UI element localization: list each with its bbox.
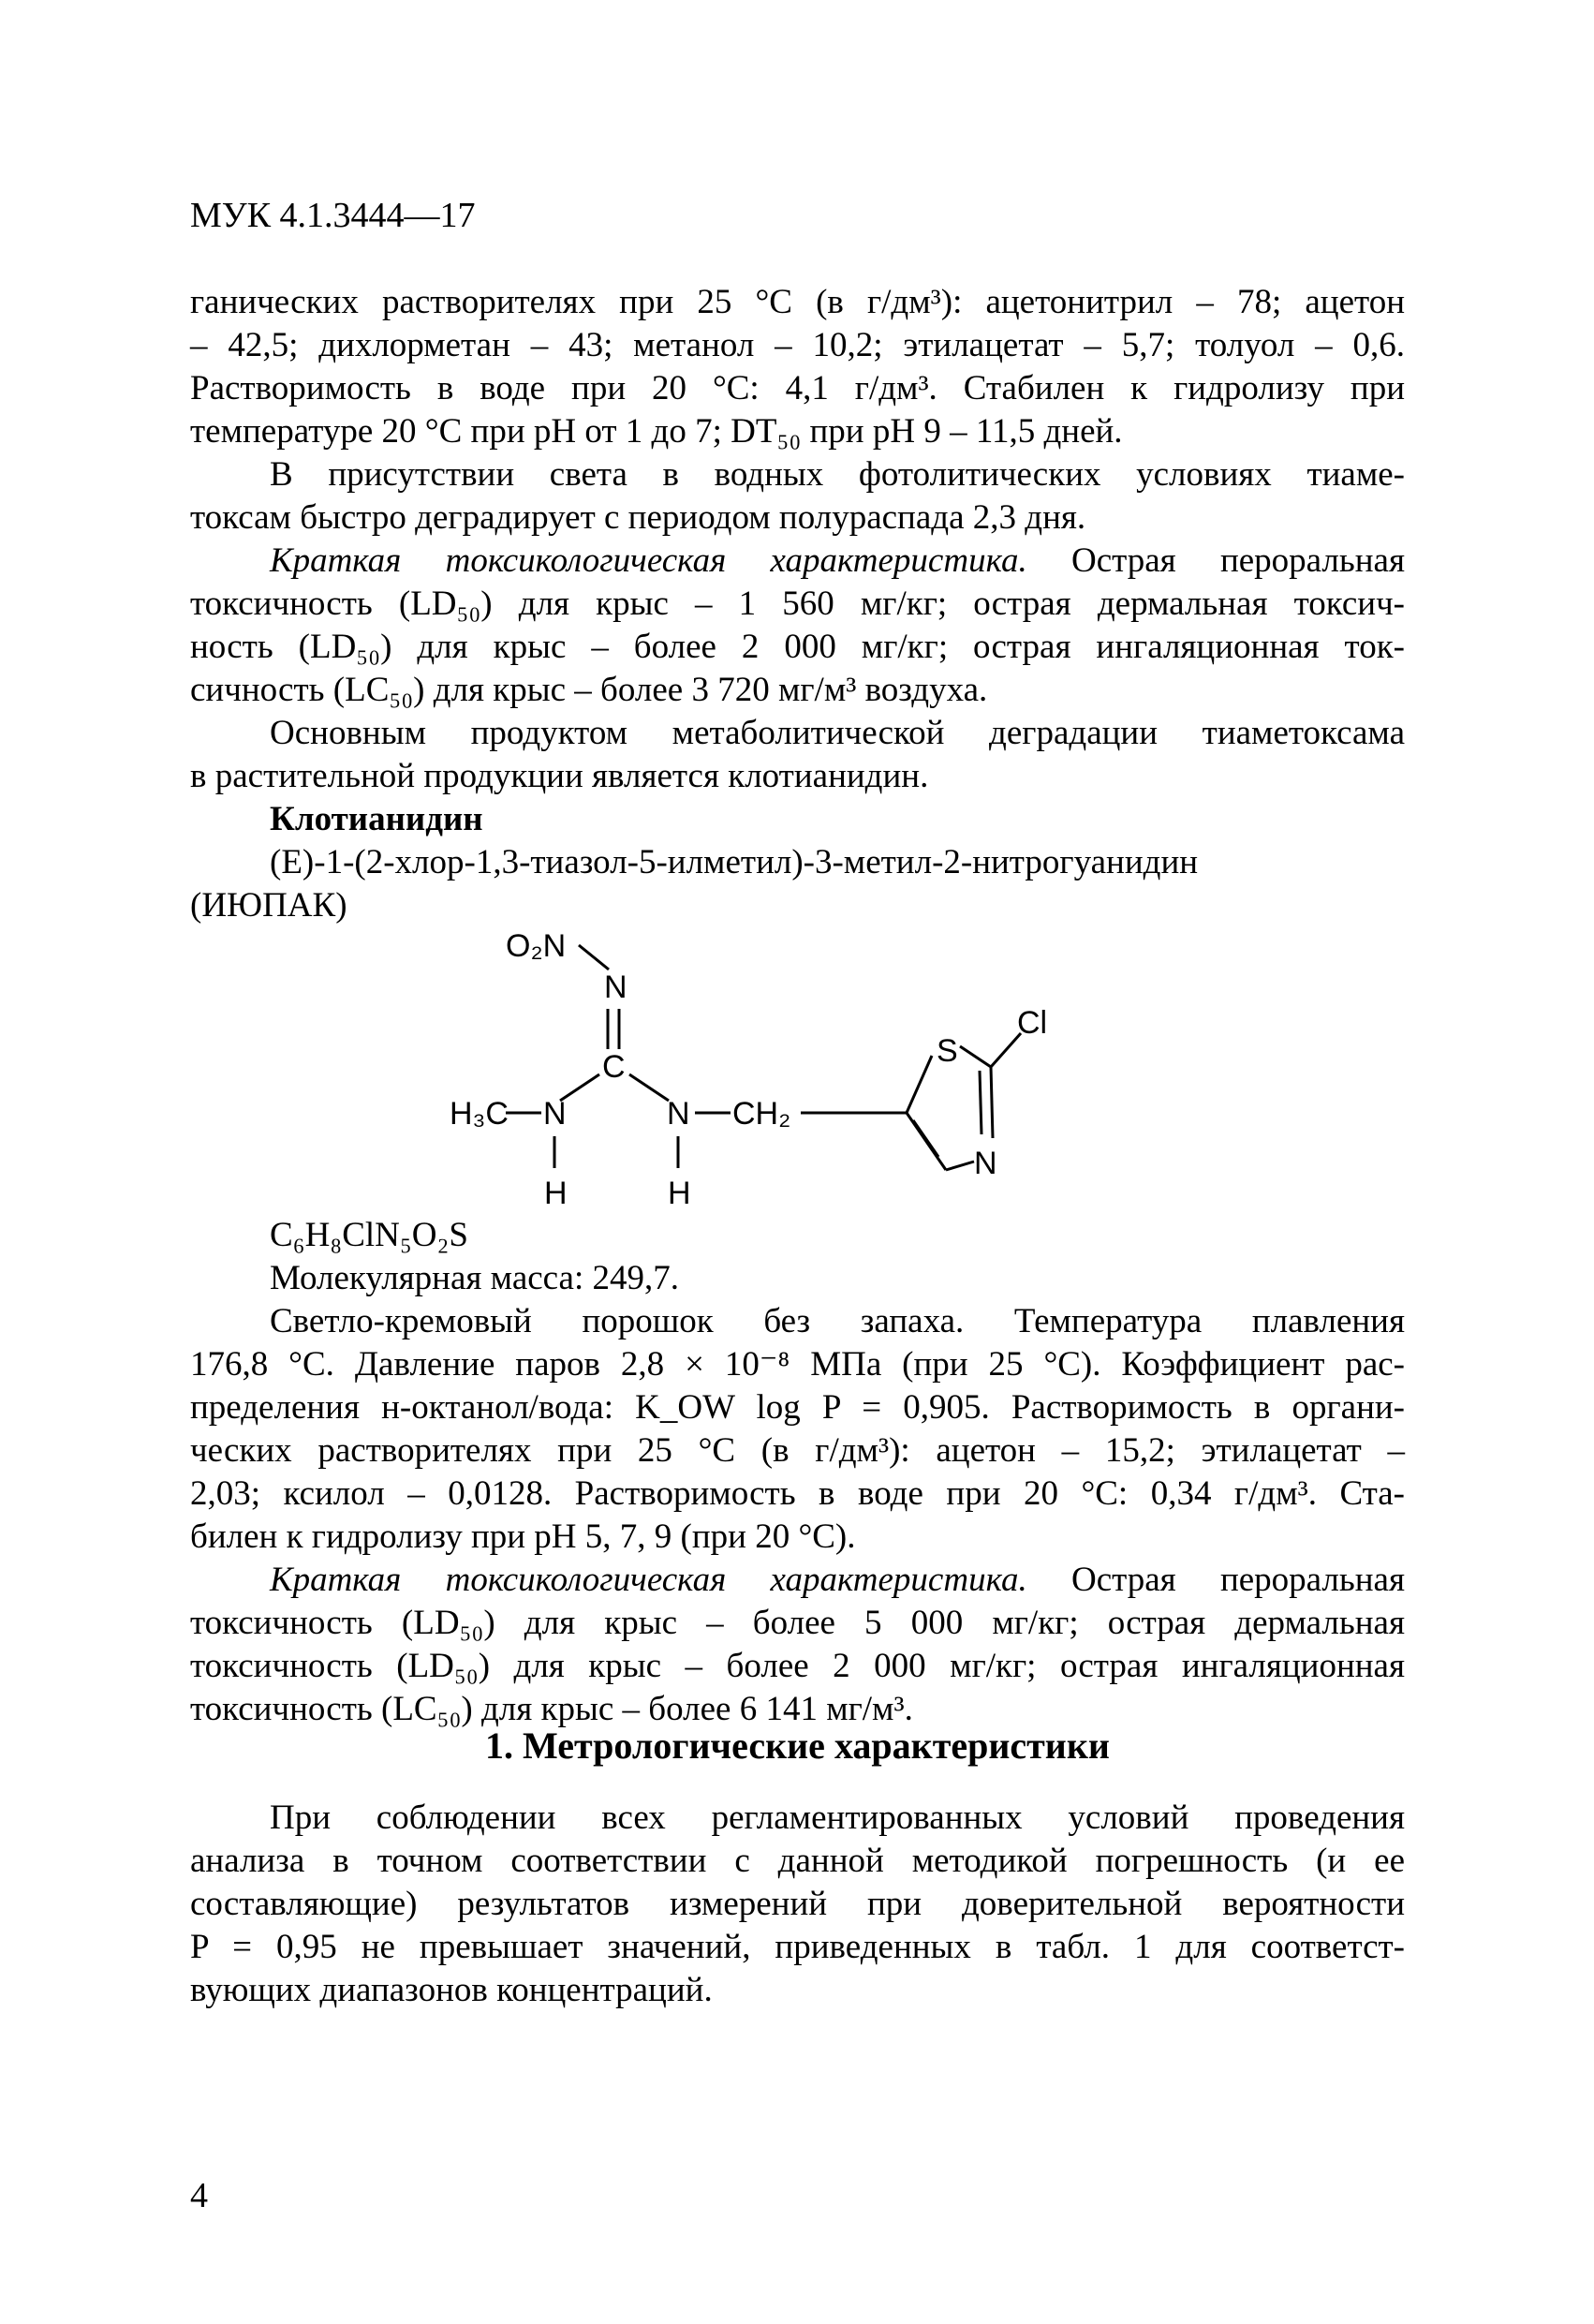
section1-body — [190, 1797, 1405, 2012]
label-cl: Cl — [1017, 1005, 1048, 1041]
label-h3c: H₃C — [450, 1096, 509, 1132]
ring-bond-c4-c5-double — [913, 1120, 938, 1157]
text-line: ческих растворителях при 25 °С (в г/дм³): ацетон – 15,2; этилацетат – — [190, 1431, 1405, 1470]
label-n-imine: N — [604, 970, 627, 1005]
tox-text: Острая пероральная — [1070, 541, 1406, 580]
text-line — [190, 1559, 1405, 1602]
label-h-left: H — [544, 1176, 568, 1211]
ring-bond-c2-n-double — [980, 1071, 981, 1134]
text-line: Основным продуктом метаболитической деградации тиаметоксама — [270, 714, 1405, 752]
label-h-right: H — [668, 1176, 691, 1211]
text-line: В присутствии света в водных фотолитических условиях тиаме- — [270, 455, 1405, 494]
text-line: вующих диапазонов концентраций. — [190, 1971, 713, 2009]
text-line: ность (LD₅₀) для крыс – более 2 000 мг/кг; острая ингаляционная ток- — [190, 628, 1405, 666]
text-line: Светло-кремовый порошок без запаха. Температура плавления — [270, 1302, 1405, 1340]
text-line: анализа в точном соответствии с данной методикой погрешность (и ее — [190, 1842, 1405, 1880]
page-number: 4 — [190, 2176, 208, 2215]
label-ch2: CH₂ — [732, 1096, 791, 1132]
ring-bond-s-c2 — [960, 1046, 991, 1067]
text-line: ганических растворителях при 25 °С (в г/дм³): ацетонитрил – 78; ацетон — [190, 283, 1405, 321]
text-line: токсичность (LD₅₀) для крыс – 1 560 мг/кг; острая дермальная токсич- — [190, 585, 1405, 623]
iupac-label: (ИЮПАК) — [190, 886, 347, 925]
label-n-right: N — [667, 1096, 690, 1132]
bond-c-nright — [629, 1074, 669, 1101]
label-s: S — [937, 1033, 958, 1069]
text-line: токсичность (LC₅₀) для крыс – более 6 141 мг/м³. — [190, 1690, 913, 1728]
text-line: пределения н-октанол/вода: K_OW log P = 0,905. Растворимость в органи- — [190, 1388, 1405, 1427]
ring-bond-c2-n — [991, 1067, 993, 1138]
label-o2n: O₂N — [506, 928, 567, 964]
text-line: токсам быстро деградирует с периодом полураспада 2,3 дня. — [190, 498, 1086, 537]
label-c-central: C — [602, 1049, 626, 1085]
text-line: в растительной продукции является клотианидин. — [190, 757, 929, 795]
tox-text: Острая пероральная — [1070, 1561, 1406, 1599]
text-line: – 42,5; дихлорметан – 43; метанол – 10,2; этилацетат – 5,7; толуол – 0,6. — [190, 326, 1405, 364]
text-line: P = 0,95 не превышает значений, приведенных в табл. 1 для соответст- — [190, 1928, 1405, 1966]
clothianidin-properties — [190, 1214, 1405, 1731]
text-line: токсичность (LD₅₀) для крыс – более 2 000 мг/кг; острая ингаляционная — [190, 1647, 1405, 1685]
bond-n-n — [579, 945, 609, 970]
text-line: билен к гидролизу при pH 5, 7, 9 (при 20 °С). — [190, 1517, 856, 1556]
text-line: Растворимость в воде при 20 °С: 4,1 г/дм³. Стабилен к гидролизу при — [190, 369, 1405, 407]
ring-bond-n-c4 — [946, 1162, 974, 1170]
text-line: токсичность (LD₅₀) для крыс – более 5 000 мг/кг; острая дермальная — [190, 1604, 1405, 1642]
text-line: составляющие) результатов измерений при доверительной вероятности — [190, 1885, 1405, 1923]
label-n-left: N — [543, 1096, 567, 1132]
section-heading: 1. Метрологические характеристики — [485, 1724, 1110, 1767]
text-line: 2,03; ксилол – 0,0128. Растворимость в воде при 20 °С: 0,34 г/дм³. Ста- — [190, 1474, 1405, 1513]
molecular-formula: C₆H₈ClN₅O₂S — [270, 1216, 468, 1254]
tox-label: Краткая токсикологическая характеристика. — [270, 1561, 1027, 1599]
text-line: температуре 20 °С при pH от 1 до 7; DT₅₀ при pH 9 – 11,5 дней. — [190, 412, 1123, 451]
molecular-mass: Молекулярная масса: 249,7. — [270, 1259, 680, 1297]
iupac-name: (E)-1-(2-хлор-1,3-тиазол-5-илметил)-3-метил-2-нитрогуанидин — [270, 843, 1199, 881]
label-n-ring: N — [974, 1146, 997, 1181]
text-line: сичность (LC₅₀) для крыс – более 3 720 мг/м³ воздуха. — [190, 671, 988, 709]
text-line: При соблюдении всех регламентированных условий проведения — [270, 1799, 1405, 1837]
document-code-header: МУК 4.1.3444—17 — [190, 196, 476, 235]
text-line — [190, 540, 1405, 583]
clothianidin-title: Клотианидин — [270, 800, 483, 838]
thiamethoxam-properties — [190, 281, 1405, 927]
clothianidin-structure — [450, 923, 1161, 1213]
ring-bond-c5-s — [907, 1056, 932, 1113]
text-line: 176,8 °С. Давление паров 2,8 × 10⁻⁸ МПа (при 25 °С). Коэффициент рас- — [190, 1345, 1405, 1384]
tox-label: Краткая токсикологическая характеристика. — [270, 541, 1027, 580]
